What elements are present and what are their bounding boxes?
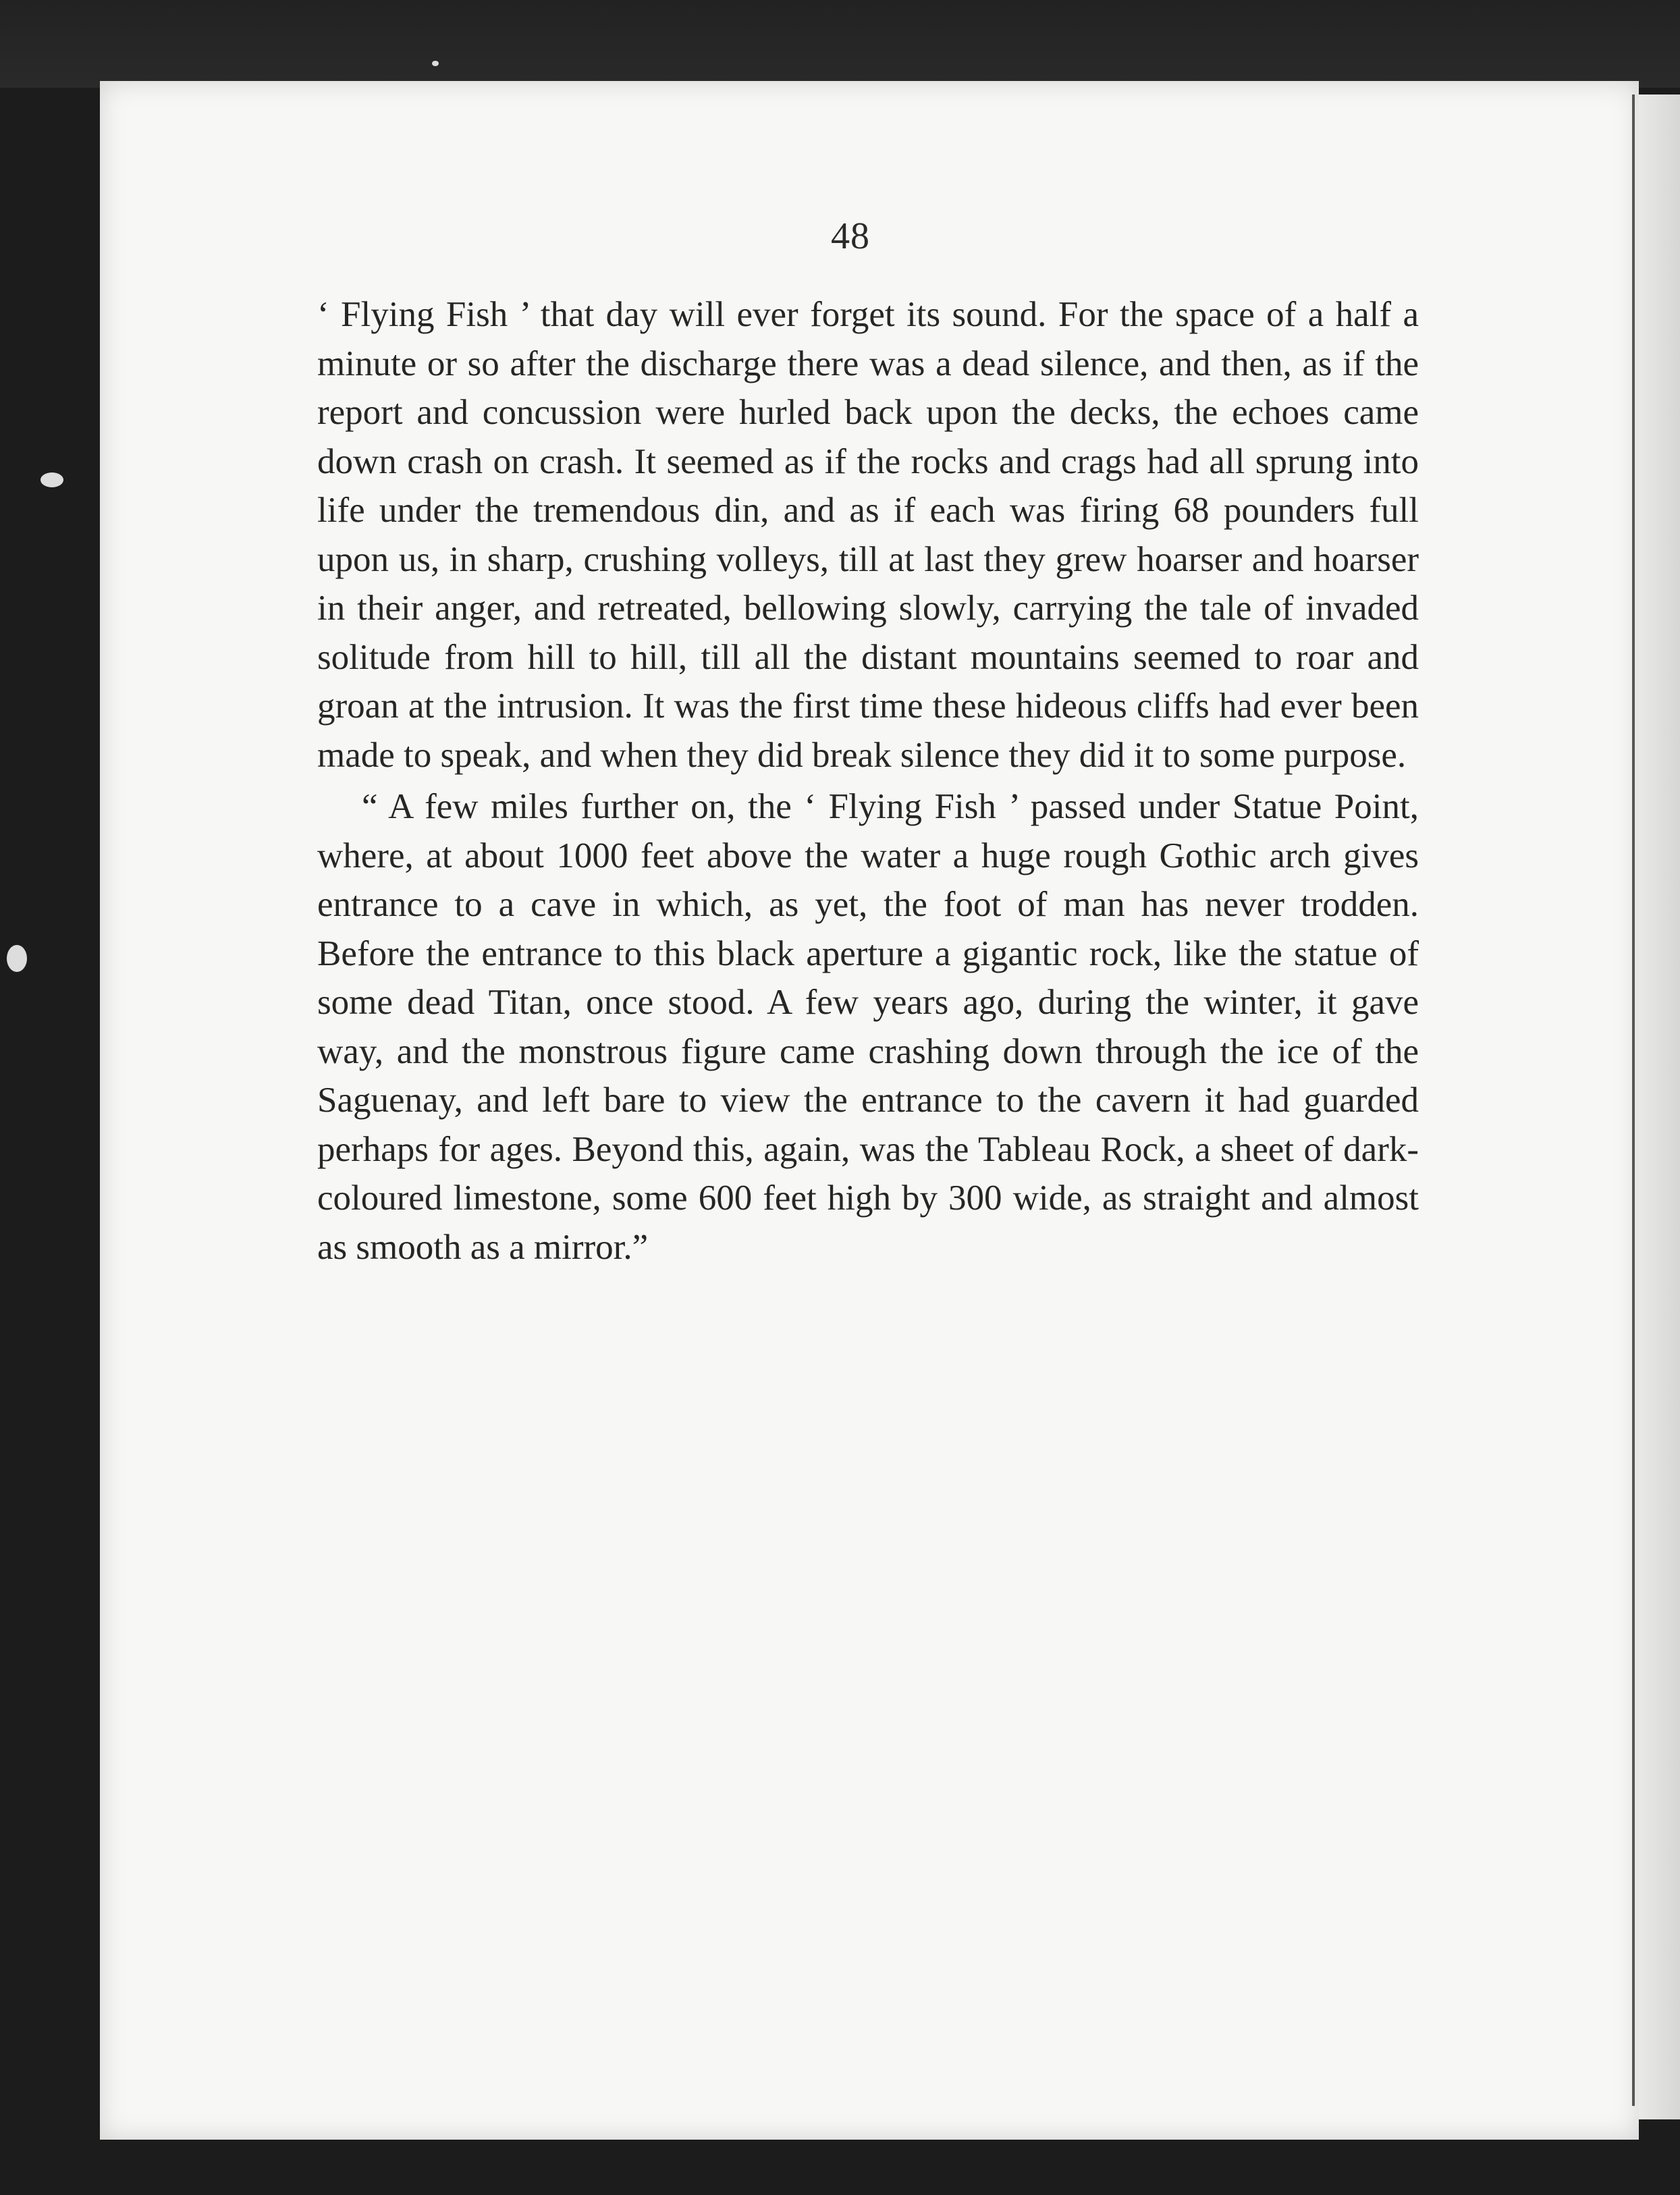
page-number: 48 (831, 215, 870, 257)
body-text (317, 290, 1419, 1272)
paragraph: ‘ Flying Fish ’ that day will ever forget its sound. For the space of a half a minute or so after the discharge there was a dead silence, and then, as if the report and concussion were hurled back upon the decks, the echoes came down crash on crash. It seemed as if the rocks and crags had all sprung into life under the tremendous din, and as if each was firing 68 pounders full upon us, in sharp, crushing volleys, till at last they grew hoarser and hoarser in their anger, and retreated, bellowing slowly, carrying the tale of invaded solitude from hill to hill, till all the distant mountains seemed to roar and groan at the intrusion. It was the first time these hideous cliffs had ever been made to speak, and when they did break silence they did it to some purpose. (317, 295, 1419, 775)
facing-page-edge (1639, 94, 1680, 2119)
page-gutter (1632, 94, 1635, 2106)
paragraph: “ A few miles further on, the ‘ Flying Fish ’ passed under Statue Point, where, at about 1000 feet above the water a huge rough Gothic arch gives entrance to a cave in which, as yet, the foot of man has never trodden. Before the entrance to this black aperture a gigantic rock, like the statue of some dead Titan, once stood. A few years ago, during the winter, it gave way, and the monstrous figure came crashing down through the ice of the Saguenay, and left bare to view the entrance to the cavern it had guarded perhaps for ages. Beyond this, again, was the Tableau Rock, a sheet of dark-coloured limestone, some 600 feet high by 300 wide, as straight and almost as smooth as a mirror.” (317, 787, 1419, 1267)
scan-speck (432, 61, 439, 66)
scan-speck (40, 472, 63, 487)
scan-speck (7, 945, 27, 972)
scan-background (0, 0, 1680, 88)
